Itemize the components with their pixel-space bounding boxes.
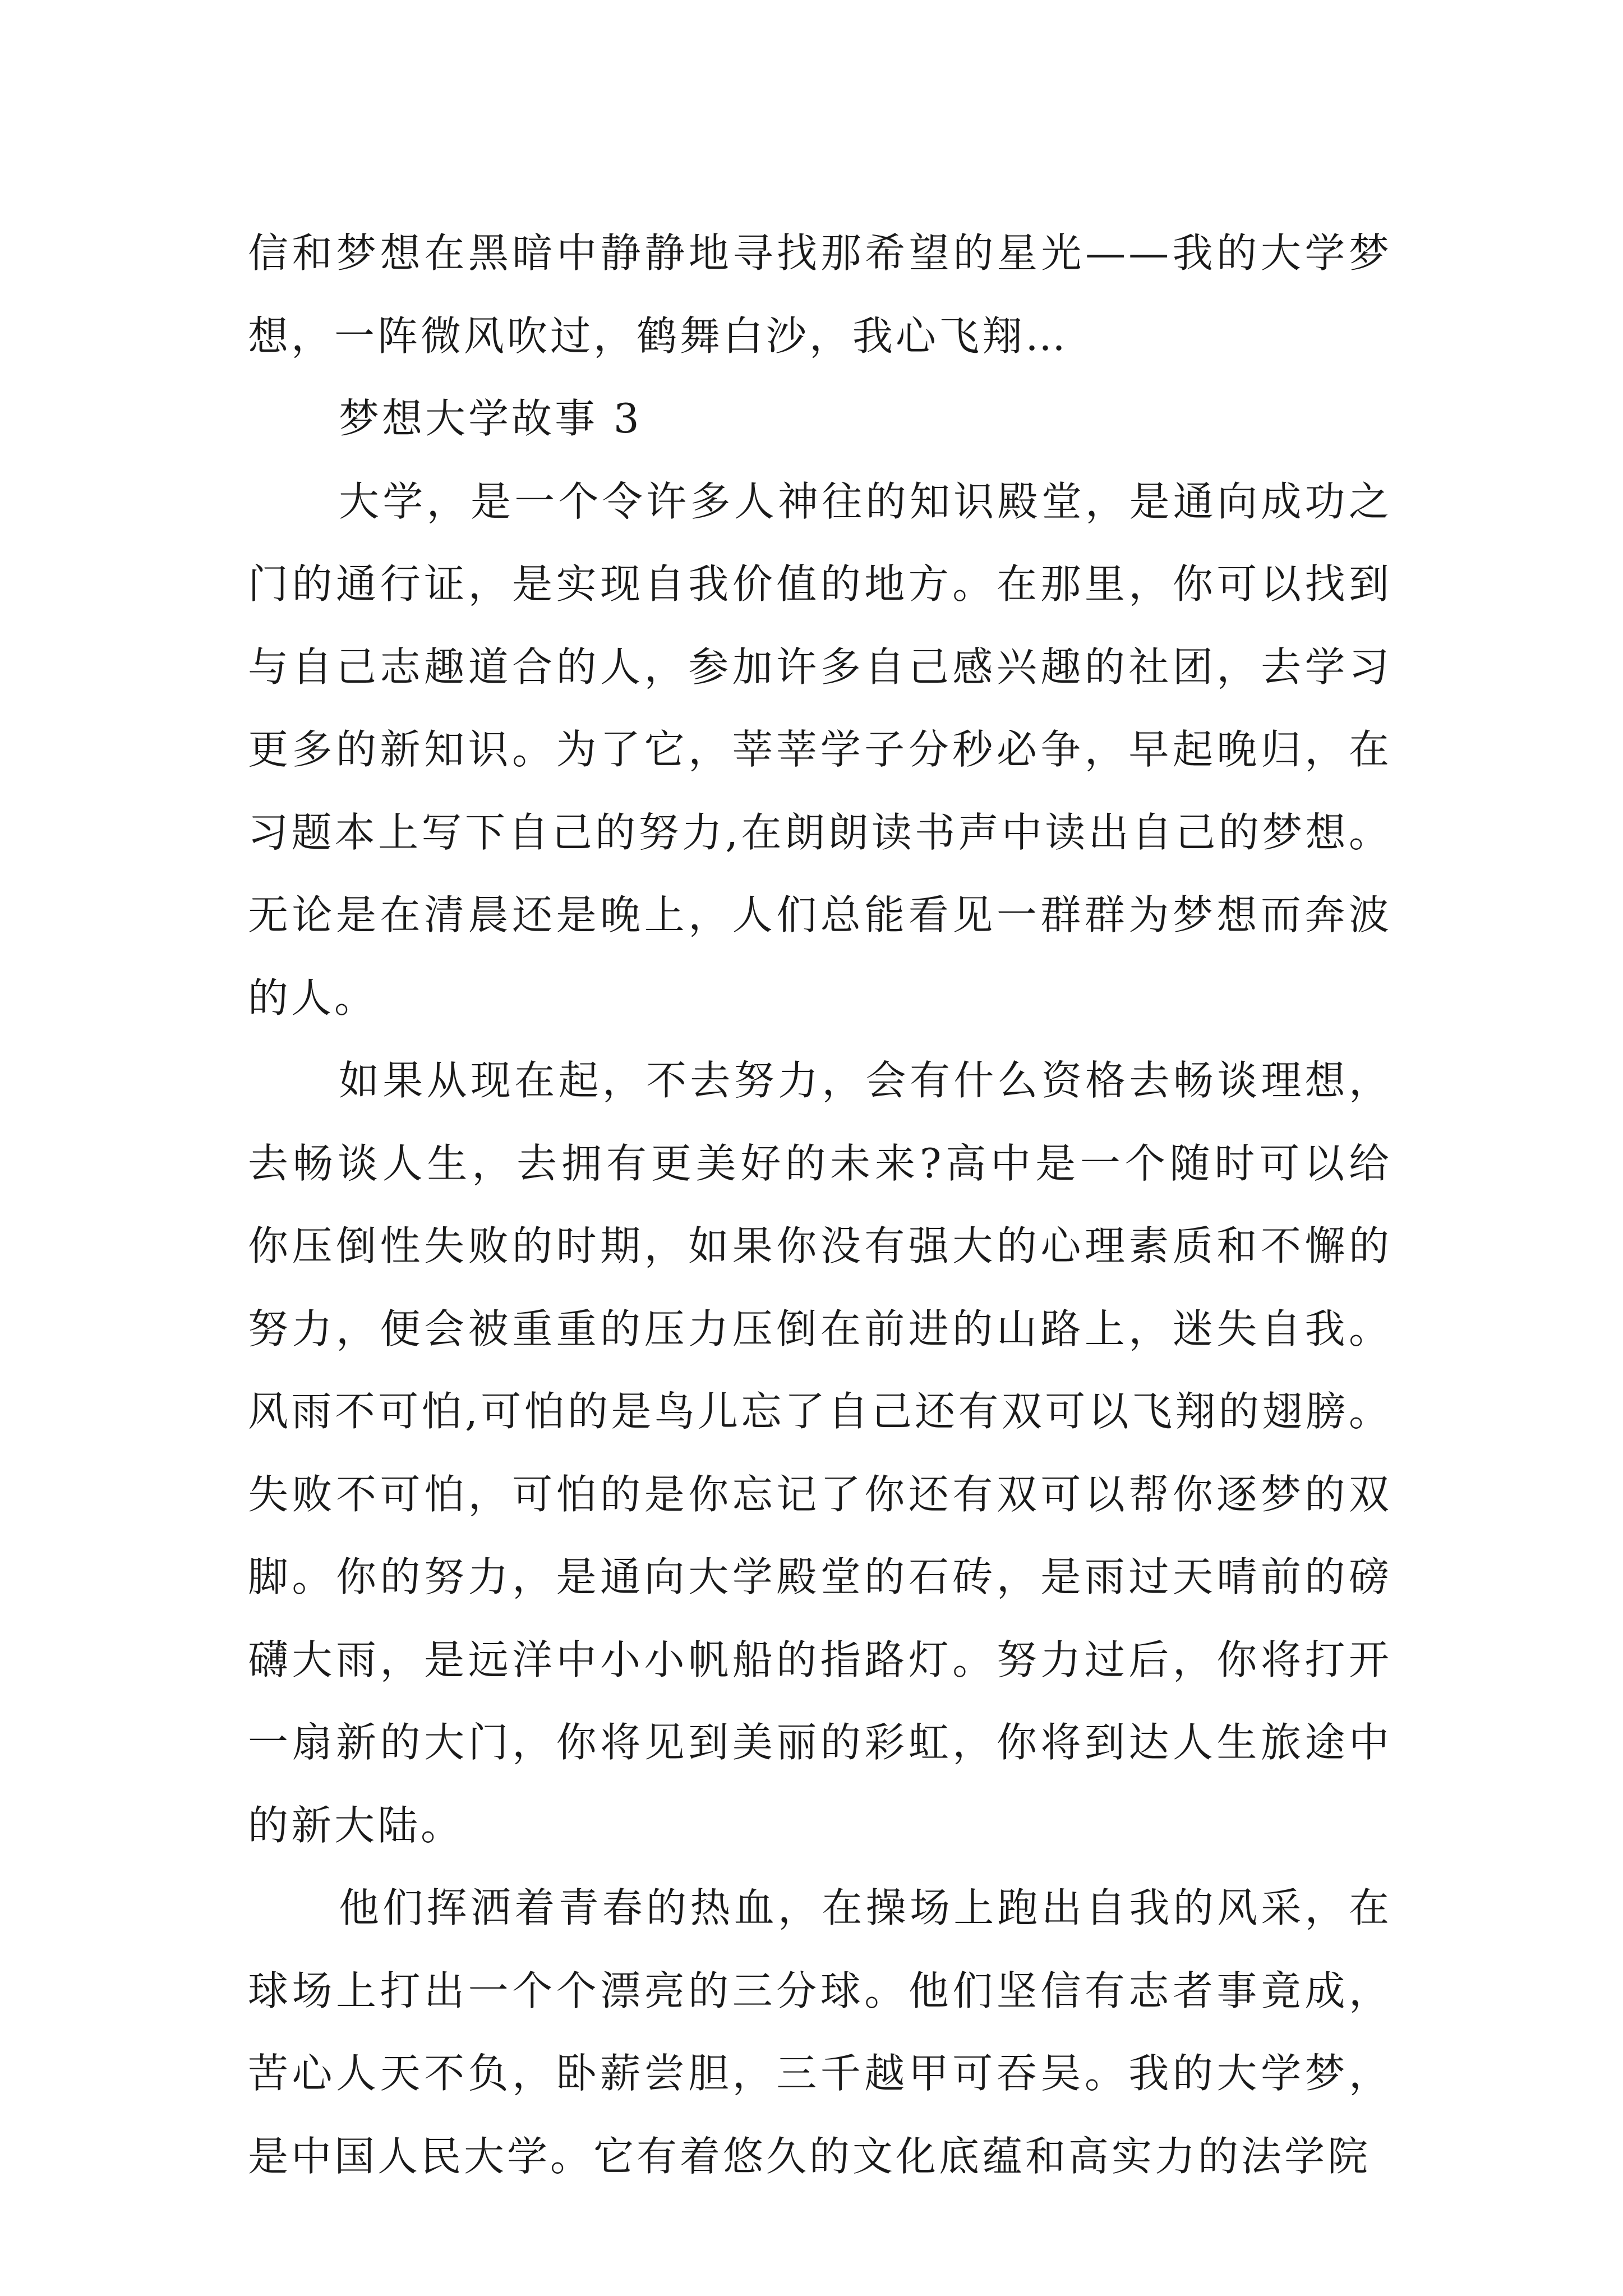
paragraph-1: 大学，是一个令许多人神往的知识殿堂，是通向成功之门的通行证，是实现自我价值的地方。在那里，你可以找到与自己志趣道合的人，参加许多自己感兴趣的社团，去学习更多的新知识。为了它，莘莘学子分秒必争，早起晚归，在习题本上写下自己的努力,在朗朗读书声中读出自己的梦想。无论是在清晨还是晚上，人们总能看见一群群为梦想而奔波的人。: [248, 477, 1392, 1022]
document-body: [248, 212, 1392, 2198]
continuation-paragraph: 信和梦想在黑暗中静静地寻找那希望的星光——我的大学梦想，一阵微风吹过，鹤舞白沙，我心飞翔…: [248, 229, 1392, 360]
paragraph-3: 他们挥洒着青春的热血，在操场上跑出自我的风采，在球场上打出一个个漂亮的三分球。他们坚信有志者事竟成，苦心人天不负，卧薪尝胆，三千越甲可吞吴。我的大学梦，是中国人民大学。它有着悠久的文化底蕴和高实力的法学院: [248, 1884, 1392, 2180]
paragraph-2: 如果从现在起，不去努力，会有什么资格去畅谈理想，去畅谈人生，去拥有更美好的未来?高中是一个随时可以给你压倒性失败的时期，如果你没有强大的心理素质和不懈的努力，便会被重重的压力压倒在前进的山路上，迷失自我。风雨不可怕,可怕的是鸟儿忘了自己还有双可以飞翔的翅膀。失败不可怕，可怕的是你忘记了你还有双可以帮你逐梦的双脚。你的努力，是通向大学殿堂的石砖，是雨过天晴前的磅礴大雨，是远洋中小小帆船的指路灯。努力过后，你将打开一扇新的大门，你将见到美丽的彩虹，你将到达人生旅途中的新大陆。: [248, 1057, 1392, 1849]
section-title: 梦想大学故事 3: [339, 395, 642, 442]
